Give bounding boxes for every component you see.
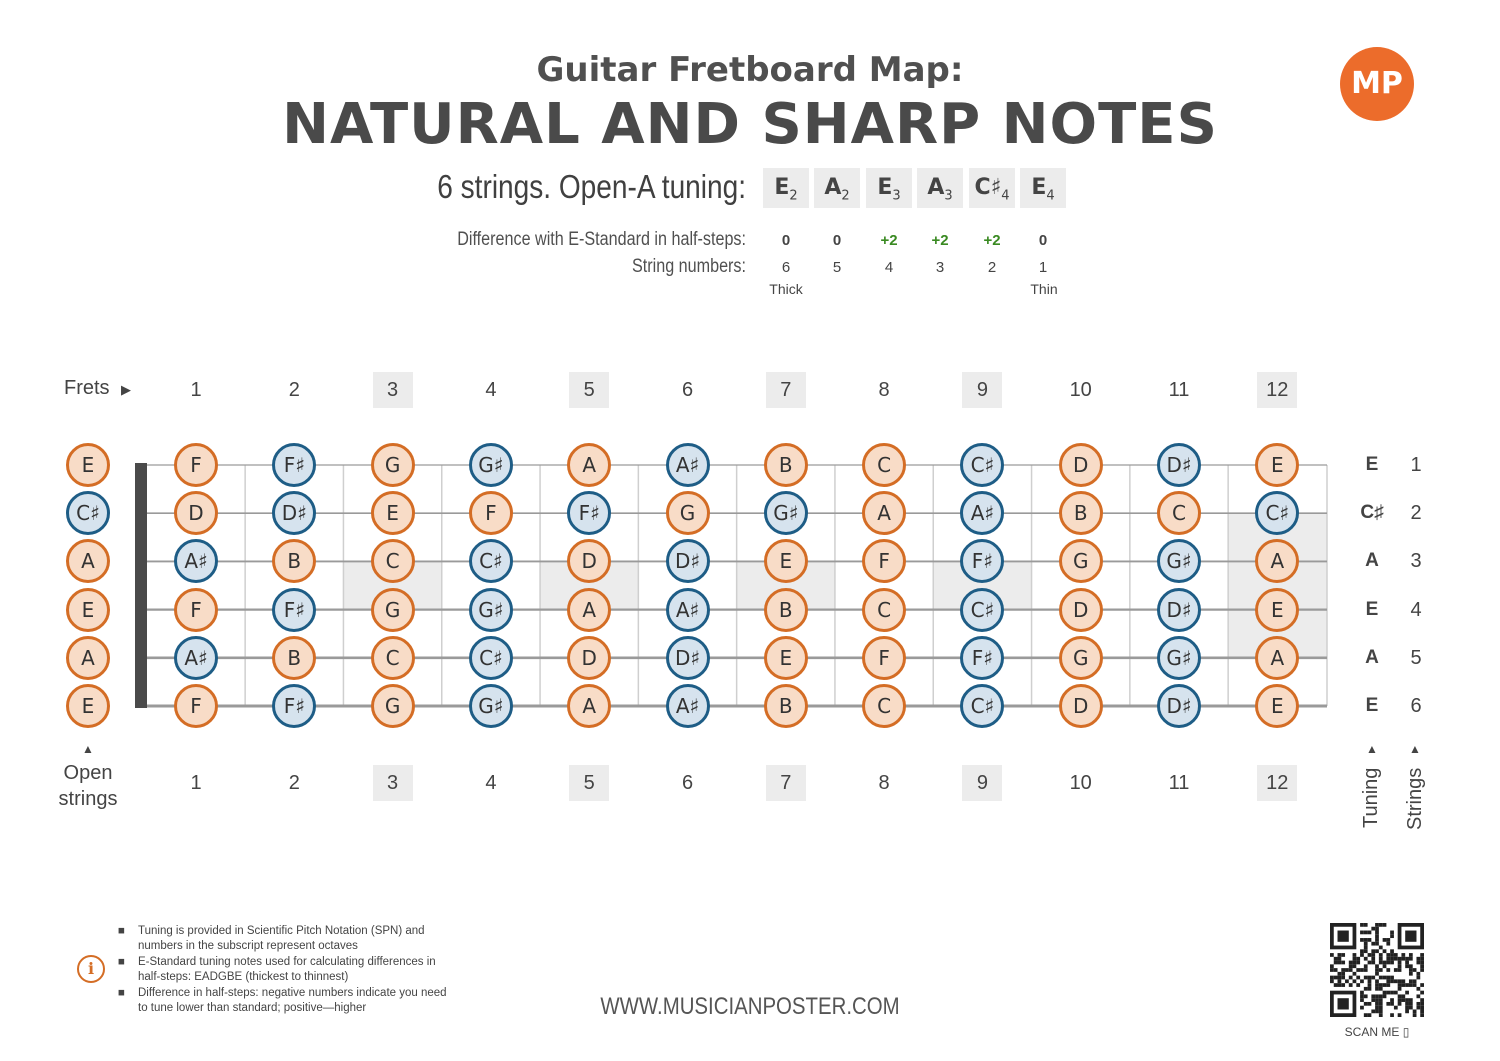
right-arrow-icon: ▶: [121, 382, 131, 397]
fret-number-bottom: 2: [288, 772, 300, 794]
fret-note: A: [1255, 636, 1299, 680]
fret-number-top: 7: [766, 372, 806, 408]
fret-note: D: [1059, 684, 1103, 728]
difference-value: +2: [931, 232, 949, 249]
fret-number-bottom: 1: [190, 772, 202, 794]
open-strings-label-line2: strings: [58, 788, 118, 810]
string-column-number: 1: [1410, 454, 1422, 476]
open-string-note: C♯: [66, 491, 110, 535]
difference-value: +2: [983, 232, 1001, 249]
bullet-icon: ■: [118, 987, 125, 999]
fret-number-top: 4: [485, 379, 497, 401]
tuning-octave: 2: [841, 188, 850, 204]
fret-note: F: [174, 588, 218, 632]
fret-number-bottom: 10: [1069, 772, 1092, 794]
fret-note: C: [862, 443, 906, 487]
fret-note: D: [174, 491, 218, 535]
fret-note: A: [567, 684, 611, 728]
fret-note: B: [1059, 491, 1103, 535]
open-string-note: A: [66, 539, 110, 583]
tuning-label: 6 strings. Open-A tuning:: [437, 168, 746, 205]
fret-note: F: [174, 443, 218, 487]
up-arrow-icon: ▲: [82, 742, 94, 756]
string-number-value: 6: [781, 259, 791, 276]
difference-value: 0: [781, 232, 791, 249]
fret-number-bottom: 7: [766, 765, 806, 801]
fret-note: E: [764, 539, 808, 583]
fret-note: C♯: [469, 539, 513, 583]
fret-number-bottom: 8: [878, 772, 890, 794]
fret-note: G: [371, 684, 415, 728]
phone-icon: ▯: [1402, 1025, 1410, 1039]
string-number-value: 5: [832, 259, 842, 276]
fret-note: D: [1059, 443, 1103, 487]
fret-number-bottom: 4: [485, 772, 497, 794]
scan-me-label: [1330, 1025, 1424, 1039]
fret-note: G: [371, 588, 415, 632]
note-text: Tuning is provided in Scientific Pitch Notation (SPN) and numbers in the subscript represent octaves: [138, 925, 425, 952]
fret-number-top: 1: [190, 379, 202, 401]
tuning-octave: 2: [789, 188, 798, 204]
fret-note: F♯: [272, 443, 316, 487]
string-number-value: 2: [987, 259, 997, 276]
tuning-column-note: E: [1365, 598, 1379, 620]
fret-number-bottom: 6: [681, 772, 694, 794]
fret-note: F: [862, 636, 906, 680]
fret-note: G♯: [1157, 636, 1201, 680]
tuning-column-note: A: [1365, 646, 1379, 668]
tuning-axis-label: Tuning: [1360, 767, 1382, 828]
open-string-note: E: [66, 588, 110, 632]
tuning-note: A: [824, 175, 842, 200]
fret-note: C: [371, 539, 415, 583]
fret-note: E: [764, 636, 808, 680]
string-column-number: 3: [1410, 550, 1422, 573]
fret-note: A♯: [666, 684, 710, 728]
fret-number-bottom: 3: [373, 765, 413, 801]
fret-note: D♯: [272, 491, 316, 535]
frets-label: Frets: [64, 377, 110, 399]
thin-label: Thin: [1030, 281, 1058, 297]
fret-note: A: [1255, 539, 1299, 583]
difference-value: 0: [1038, 232, 1048, 249]
fret-note: G♯: [469, 684, 513, 728]
string-column-number: 2: [1410, 502, 1422, 525]
fret-note: G: [1059, 539, 1103, 583]
fret-note: F: [174, 684, 218, 728]
fret-note: F♯: [960, 539, 1004, 583]
fret-note: C: [862, 684, 906, 728]
fret-note: C: [862, 588, 906, 632]
bullet-icon: ■: [118, 925, 125, 937]
fret-note: F♯: [960, 636, 1004, 680]
fret-number-top: 12: [1257, 372, 1297, 408]
open-strings-label: [48, 760, 128, 812]
up-arrow-icon: ▲: [1366, 742, 1378, 756]
open-string-note: E: [66, 443, 110, 487]
string-column-number: 4: [1410, 598, 1422, 621]
fret-note: C: [1157, 491, 1201, 535]
fret-number-bottom: 11: [1168, 772, 1190, 794]
fret-number-top: 10: [1069, 379, 1092, 401]
fret-note: G♯: [1157, 539, 1201, 583]
string-number-value: 1: [1038, 259, 1048, 276]
fret-number-top: 3: [373, 372, 413, 408]
difference-value: +2: [880, 232, 898, 249]
tuning-note: E: [877, 175, 893, 200]
fret-note: C: [371, 636, 415, 680]
string-column-number: 6: [1410, 695, 1422, 717]
fret-note: B: [272, 539, 316, 583]
fret-note: A: [567, 588, 611, 632]
thick-label: Thick: [769, 281, 803, 297]
fret-note: F: [469, 491, 513, 535]
note-item: [118, 924, 463, 956]
tuning-column-note: E: [1365, 454, 1379, 475]
page-title: NATURAL AND SHARP NOTES: [282, 92, 1218, 157]
fret-note: G: [1059, 636, 1103, 680]
logo[interactable]: MP: [1340, 47, 1414, 121]
note-text: E-Standard tuning notes used for calculating differences in half-steps: EADGBE (thickest to thinnest): [138, 956, 436, 983]
open-strings-label-line1: Open: [63, 762, 113, 784]
note-text: Difference in half-steps: negative numbers indicate you need to tune lower than standard; positive—higher: [138, 987, 447, 1014]
tuning-octave: 4: [1001, 188, 1010, 204]
fret-note: G: [371, 443, 415, 487]
fret-note: B: [764, 684, 808, 728]
fret-note: G♯: [469, 443, 513, 487]
website-link[interactable]: WWW.MUSICIANPOSTER.COM: [600, 993, 900, 1020]
fret-number-top: 9: [962, 372, 1002, 408]
qr-code[interactable]: [1330, 923, 1424, 1017]
fret-note: B: [764, 588, 808, 632]
fret-note: E: [371, 491, 415, 535]
strings-axis-label: Strings: [1404, 767, 1426, 830]
string-column-number: 5: [1410, 646, 1422, 669]
fret-note: A: [567, 443, 611, 487]
fret-note: E: [1255, 588, 1299, 632]
fret-note: C♯: [960, 588, 1004, 632]
fret-number-top: 2: [288, 379, 300, 401]
tuning-column-note: C♯: [1360, 502, 1384, 524]
fret-note: C♯: [1255, 491, 1299, 535]
tuning-column-note: E: [1365, 695, 1379, 716]
fret-number-top: 6: [681, 379, 694, 401]
fret-number-top: 11: [1168, 379, 1190, 401]
bullet-icon: ■: [118, 956, 125, 968]
fret-note: G: [666, 491, 710, 535]
fret-note: A♯: [174, 636, 218, 680]
fret-note: D: [1059, 588, 1103, 632]
fret-note: D♯: [666, 539, 710, 583]
fret-note: D♯: [666, 636, 710, 680]
fret-note: F♯: [272, 684, 316, 728]
note-item: [118, 955, 463, 987]
tuning-column-note: A: [1365, 550, 1379, 572]
fret-note: A♯: [666, 588, 710, 632]
fret-number-bottom: 12: [1257, 765, 1297, 801]
fret-number-top: 5: [569, 372, 609, 408]
open-string-note: E: [66, 684, 110, 728]
nut: [135, 463, 147, 708]
fret-note: F♯: [272, 588, 316, 632]
fret-note: D: [567, 539, 611, 583]
fret-note: G♯: [469, 588, 513, 632]
string-numbers-label: String numbers:: [631, 256, 746, 277]
tuning-note: E: [774, 175, 790, 200]
fret-note: D♯: [1157, 588, 1201, 632]
fret-note: A♯: [174, 539, 218, 583]
fret-note: F♯: [567, 491, 611, 535]
fret-note: A: [862, 491, 906, 535]
tuning-note: A: [927, 175, 945, 200]
fret-note: D♯: [1157, 684, 1201, 728]
fret-note: D: [567, 636, 611, 680]
fret-note: C♯: [469, 636, 513, 680]
info-icon: i: [77, 955, 105, 983]
fret-note: B: [272, 636, 316, 680]
tuning-octave: 4: [1046, 188, 1055, 204]
fret-number-top: 8: [878, 379, 890, 401]
scan-me-text: SCAN ME: [1344, 1025, 1400, 1039]
tuning-note: C♯: [974, 175, 1002, 200]
string-number-value: 3: [935, 259, 945, 276]
tuning-note: E: [1031, 175, 1047, 200]
fret-note: A♯: [666, 443, 710, 487]
up-arrow-icon: ▲: [1409, 742, 1421, 756]
fret-note: B: [764, 443, 808, 487]
fret-note: E: [1255, 684, 1299, 728]
difference-label: Difference with E-Standard in half-steps:: [457, 229, 746, 250]
fret-number-bottom: 9: [962, 765, 1002, 801]
tuning-octave: 3: [944, 188, 953, 204]
fret-note: D♯: [1157, 443, 1201, 487]
fret-note: E: [1255, 443, 1299, 487]
fret-note: G♯: [764, 491, 808, 535]
fret-note: C♯: [960, 684, 1004, 728]
string-number-value: 4: [884, 259, 894, 276]
difference-value: 0: [832, 232, 842, 249]
tuning-octave: 3: [892, 188, 901, 204]
fret-number-bottom: 5: [569, 765, 609, 801]
fret-note: F: [862, 539, 906, 583]
open-string-note: A: [66, 636, 110, 680]
fret-note: A♯: [960, 491, 1004, 535]
fret-note: C♯: [960, 443, 1004, 487]
subtitle: Guitar Fretboard Map:: [536, 50, 964, 90]
